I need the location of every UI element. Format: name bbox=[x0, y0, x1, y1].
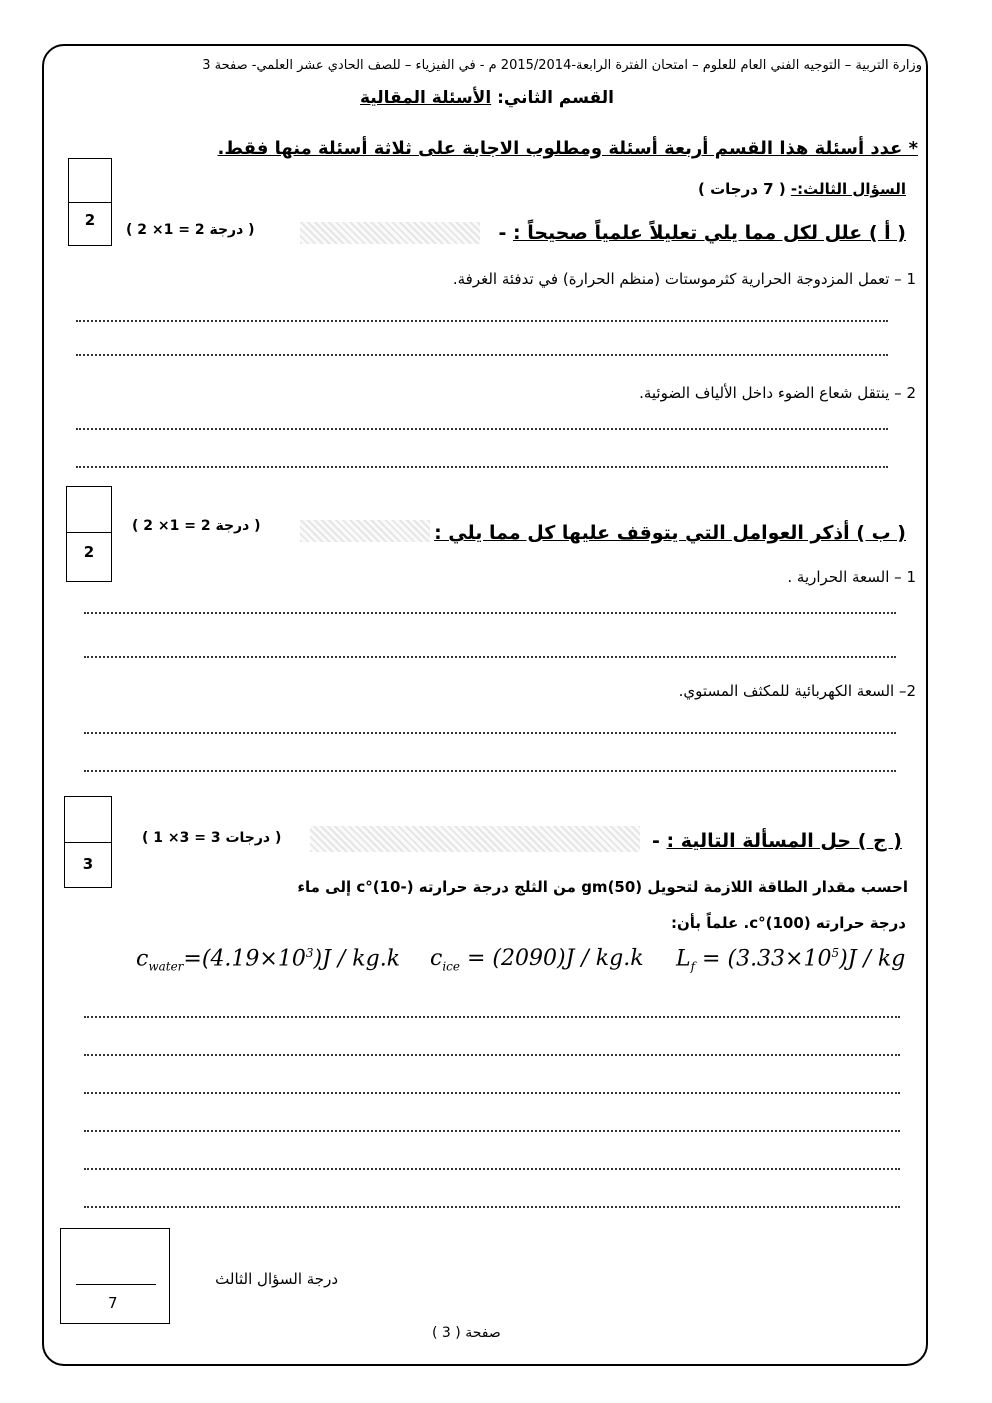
total-score-label: درجة السؤال الثالث bbox=[215, 1270, 338, 1288]
question-label: السؤال الثالث:- bbox=[790, 180, 906, 198]
formula-subscript: ice bbox=[442, 959, 460, 974]
part-c-problem-line-1: احسب مقدار الطاقة اللازمة لتحويل (50)gm من الثلج درجة حرارته (-10)°c إلى ماء bbox=[297, 878, 908, 896]
answer-line bbox=[84, 612, 896, 614]
answer-line bbox=[84, 1016, 900, 1018]
formula-exponent: 3 bbox=[305, 946, 314, 960]
redacted-stamp bbox=[300, 222, 480, 244]
part-b-item-2: 2– السعة الكهربائية للمكثف المستوي. bbox=[678, 682, 916, 700]
score-box-blank bbox=[65, 797, 111, 843]
part-b-marks: ( 2 ×1 = 2 درجة ) bbox=[132, 518, 261, 534]
score-box-part-b bbox=[66, 486, 112, 582]
part-c-dash: - bbox=[652, 830, 660, 852]
formula-symbol: L bbox=[676, 946, 691, 972]
part-c-problem-line-2: درجة حرارته (100)°c. علماً بأن: bbox=[670, 914, 906, 932]
score-box-blank bbox=[69, 159, 111, 203]
score-box-blank bbox=[67, 487, 111, 533]
page-number: صفحة ( 3 ) bbox=[432, 1325, 501, 1341]
part-c-marks: ( 1 ×3 = 3 درجات ) bbox=[142, 830, 282, 846]
formula-unit: )J / kg.k bbox=[313, 946, 401, 972]
answer-line bbox=[84, 1168, 900, 1170]
formula-value: = (2090)J / kg.k bbox=[460, 946, 644, 971]
part-c-title bbox=[652, 830, 902, 852]
part-a-dash: - bbox=[498, 222, 507, 244]
score-box-max: 3 bbox=[82, 855, 94, 873]
answer-line bbox=[76, 354, 888, 356]
score-box-max: 2 bbox=[83, 543, 95, 561]
part-a-marks: ( 2 ×1 = 2 درجة ) bbox=[126, 222, 255, 238]
formula-subscript: water bbox=[148, 959, 184, 974]
section-name: الأسئلة المقالية bbox=[360, 88, 492, 108]
answer-line bbox=[84, 770, 896, 772]
answer-line bbox=[84, 1054, 900, 1056]
formula-value: =(4.19×10 bbox=[183, 946, 306, 972]
answer-line bbox=[76, 466, 888, 468]
formula-symbol: c bbox=[430, 946, 443, 971]
part-b-title bbox=[420, 522, 906, 544]
section-title bbox=[360, 88, 614, 108]
question-title bbox=[698, 180, 906, 198]
answer-line bbox=[84, 1092, 900, 1094]
part-a-item-2: 2 – ينتقل شعاع الضوء داخل الألياف الضوئية. bbox=[639, 384, 916, 402]
formula-latent-heat bbox=[676, 946, 905, 974]
total-score-line[interactable] bbox=[76, 1284, 156, 1285]
formula-c-ice bbox=[430, 946, 644, 973]
part-c-title-text: ( ج ) حل المسألة التالية : bbox=[666, 830, 902, 852]
answer-line bbox=[76, 428, 888, 430]
part-a-title-text: ( أ ) علل لكل مما يلي تعليلاً علمياً صحيحاً : bbox=[512, 222, 906, 244]
redacted-stamp bbox=[310, 826, 640, 852]
exam-header: وزارة التربية – التوجيه الفني العام للعلوم – امتحان الفترة الرابعة-2015/2014 م - في الفيزياء – للصف الحادي عشر العلمي- صفحة 3 bbox=[202, 58, 922, 73]
answer-line bbox=[84, 1206, 900, 1208]
part-b-title-text: ( ب ) أذكر العوامل التي يتوقف عليها كل مما يلي : bbox=[434, 522, 906, 544]
answer-line bbox=[84, 732, 896, 734]
answer-line bbox=[84, 656, 896, 658]
total-score-max: 7 bbox=[108, 1294, 118, 1312]
score-box-part-a bbox=[68, 158, 112, 246]
formula-exponent: 5 bbox=[831, 946, 840, 960]
question-marks: ( 7 درجات ) bbox=[698, 180, 791, 198]
formula-value: = (3.33×10 bbox=[695, 946, 832, 972]
part-a-item-1: 1 – تعمل المزدوجة الحرارية كثرموستات (منظم الحرارة) في تدفئة الغرفة. bbox=[452, 270, 916, 288]
answer-line bbox=[84, 1130, 900, 1132]
formula-unit: )J / kg bbox=[839, 946, 906, 972]
formula-subscript: f bbox=[690, 959, 696, 974]
redacted-stamp bbox=[300, 520, 430, 542]
part-b-item-1: 1 – السعة الحرارية . bbox=[787, 568, 916, 586]
section-notice: * عدد أسئلة هذا القسم أربعة أسئلة ومطلوب الاجابة على ثلاثة أسئلة منها فقط. bbox=[217, 138, 918, 159]
formula-symbol: c bbox=[136, 946, 149, 972]
section-prefix: القسم الثاني: bbox=[491, 88, 614, 108]
formula-c-water bbox=[136, 946, 400, 974]
score-box-part-c bbox=[64, 796, 112, 888]
part-a-title bbox=[498, 222, 906, 244]
score-box-max: 2 bbox=[84, 211, 96, 229]
answer-line bbox=[76, 320, 888, 322]
